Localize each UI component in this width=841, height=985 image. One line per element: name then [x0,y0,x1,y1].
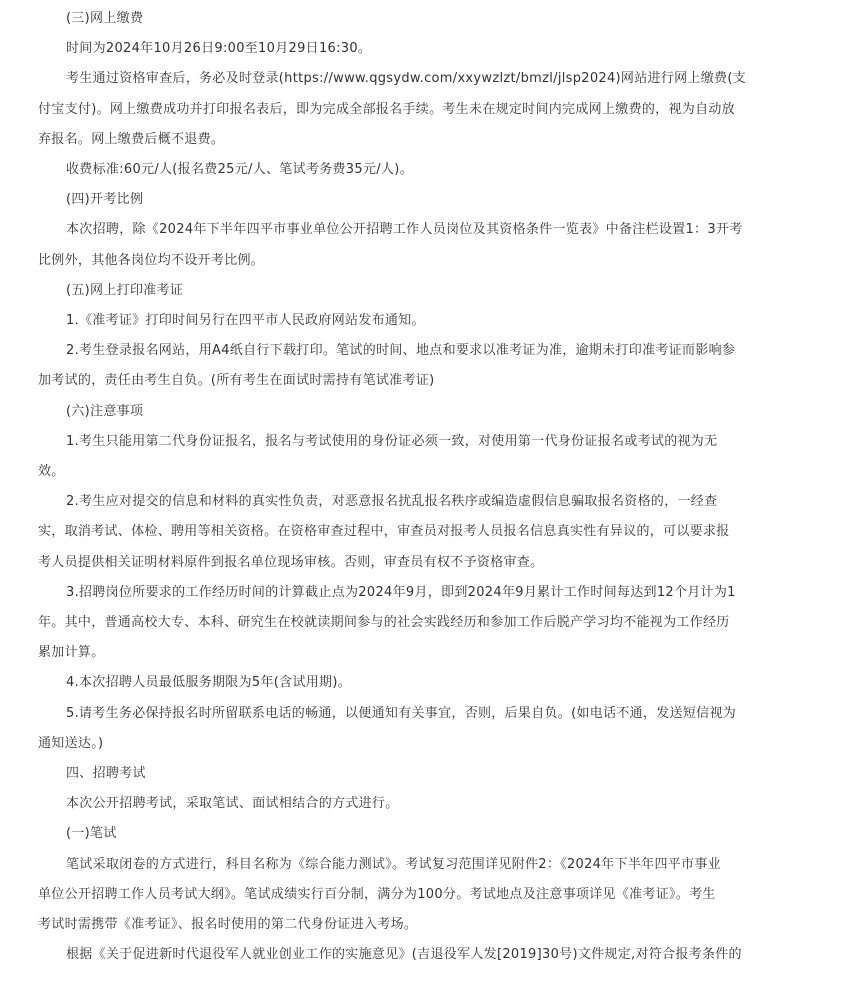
paragraph-line: 实，取消考试、体检、聘用等相关资格。在资格审查过程中，审查员对报考人员报名信息真实性有异议的，可以要求报 [38,524,730,540]
paragraph-line: 1.考生只能用第二代身份证报名，报名与考试使用的身份证必须一致，对使用第一代身份证报名或考试的视为无 [66,433,718,449]
paragraph-line: 考人员提供相关证明材料原件到报名单位现场审核。否则，审查员有权不予资格审查。 [38,554,544,570]
section-heading-notes: (六)注意事项 [66,403,144,419]
paragraph-line: 笔试采取闭卷的方式进行，科目名称为《综合能力测试》。考试复习范围详见附件2：《2024年下半年四平市事业 [66,856,721,872]
paragraph-line: 比例外，其他各岗位均不设开考比例。 [38,252,265,268]
section-heading-exam-ratio: (四)开考比例 [66,192,144,208]
paragraph-line: 年。其中，普通高校大专、本科、研究生在校就读期间参与的社会实践经历和参加工作后脱产学习均不能视为工作经历 [38,615,730,631]
paragraph-line: 付宝支付)。网上缴费成功并打印报名表后，即为完成全部报名手续。考生未在规定时间内完成网上缴费的，视为自动放 [38,101,735,117]
paragraph-line: 考生通过资格审查后，务必及时登录(https://www.qgsydw.com/xxywzlzt/bmzl/jlsp2024)网站进行网上缴费(支 [66,71,746,87]
paragraph-line: 2.考生登录报名网站，用A4纸自行下载打印。笔试的时间、地点和要求以准考证为准，逾期未打印准考证而影响参 [66,343,736,359]
paragraph-line: 根据《关于促进新时代退役军人就业创业工作的实施意见》(吉退役军人发[2019]30号)文件规定,对符合报考条件的 [66,947,742,963]
paragraph-line: 4.本次招聘人员最低服务期限为5年(含试用期)。 [66,675,352,691]
paragraph-line: 通知送达。) [38,735,104,751]
paragraph-line: 2.考生应对提交的信息和材料的真实性负责，对恶意报名扰乱报名秩序或编造虚假信息骗取报名资格的，一经查 [66,494,718,510]
section-heading-recruitment-exam: 四、招聘考试 [66,766,146,782]
paragraph-line: 时间为2024年10月26日9:00至10月29日16:30。 [66,41,372,57]
paragraph-line: 考试时需携带《准考证》、报名时使用的第二代身份证进入考场。 [38,917,418,933]
paragraph-line: 收费标准:60元/人(报名费25元/人、笔试考务费35元/人)。 [66,162,413,178]
section-heading-online-payment: (三)网上缴费 [66,11,144,26]
paragraph-line: 1.《准考证》打印时间另行在四平市人民政府网站发布通知。 [66,313,425,329]
section-heading-written-exam: (一)笔试 [66,826,117,842]
paragraph-line: 本次公开招聘考试，采取笔试、面试相结合的方式进行。 [66,796,399,812]
paragraph-line: 加考试的，责任由考生自负。(所有考生在面试时需持有笔试准考证) [38,373,435,389]
paragraph-line: 3.招聘岗位所要求的工作经历时间的计算截止点为2024年9月，即到2024年9月累计工作时间每达到12个月计为1 [66,584,736,600]
paragraph-line: 效。 [38,464,65,480]
section-heading-print-admission-ticket: (五)网上打印准考证 [66,282,184,298]
paragraph-line: 5.请考生务必保持报名时所留联系电话的畅通，以便通知有关事宜，否则，后果自负。(如电话不通，发送短信视为 [66,705,737,721]
paragraph-line: 弃报名。网上缴费后概不退费。 [38,131,225,147]
paragraph-line: 本次招聘，除《2024年下半年四平市事业单位公开招聘工作人员岗位及其资格条件一览表》中备注栏设置1：3开考 [66,222,743,238]
paragraph-line: 单位公开招聘工作人员考试大纲》。笔试成绩实行百分制，满分为100分。考试地点及注意事项详见《准考证》。考生 [38,886,716,902]
paragraph-line: 累加计算。 [38,645,105,661]
